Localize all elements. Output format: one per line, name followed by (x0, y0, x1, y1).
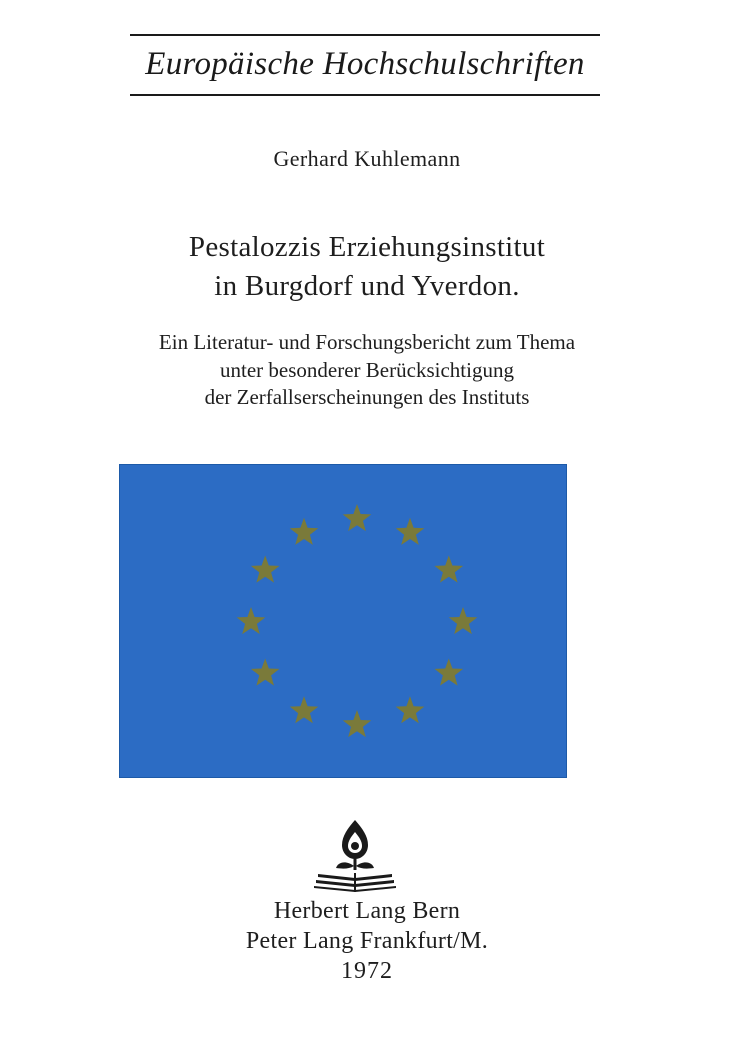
publisher-block (0, 896, 734, 956)
book-title-line-2: in Burgdorf und Yverdon. (214, 270, 520, 302)
flag-star-icon (343, 710, 372, 737)
series-title: Europäische Hochschulschriften (145, 46, 585, 82)
book-title-line-1: Pestalozzis Erziehungsinstitut (188, 231, 546, 263)
book-subtitle-line-1: Ein Literatur- und Forschungsbericht zum Thema (158, 330, 576, 354)
publication-year: 1972 (341, 958, 393, 984)
flag-star-icon (396, 518, 425, 545)
series-top-rule (130, 34, 600, 36)
flag-star-icon (290, 696, 319, 723)
lamp-on-book-logo-icon (310, 818, 400, 892)
author-name: Gerhard Kuhlemann (273, 146, 461, 171)
flag-star-icon (435, 556, 464, 583)
series-bottom-rule (130, 94, 600, 96)
publisher-line-2: Peter Lang Frankfurt/M. (245, 928, 489, 954)
book-subtitle-line-3: der Zerfallserscheinungen des Instituts (204, 385, 530, 409)
flag-star-icon (449, 607, 478, 634)
flag-star-icon (290, 518, 319, 545)
book-subtitle-line-2: unter besonderer Berücksichtigung (220, 357, 514, 382)
european-flag-icon (119, 464, 567, 778)
flag-star-icon (435, 659, 464, 686)
book-subtitle (0, 329, 734, 412)
publisher-line-1: Herbert Lang Bern (273, 898, 461, 924)
flag-star-icon (343, 504, 372, 531)
flag-star-icon (251, 659, 280, 686)
flag-star-icon (237, 607, 266, 634)
flag-stars (119, 464, 567, 778)
flag-star-icon (396, 696, 425, 723)
flag-star-icon (251, 556, 280, 583)
book-title (0, 228, 734, 306)
